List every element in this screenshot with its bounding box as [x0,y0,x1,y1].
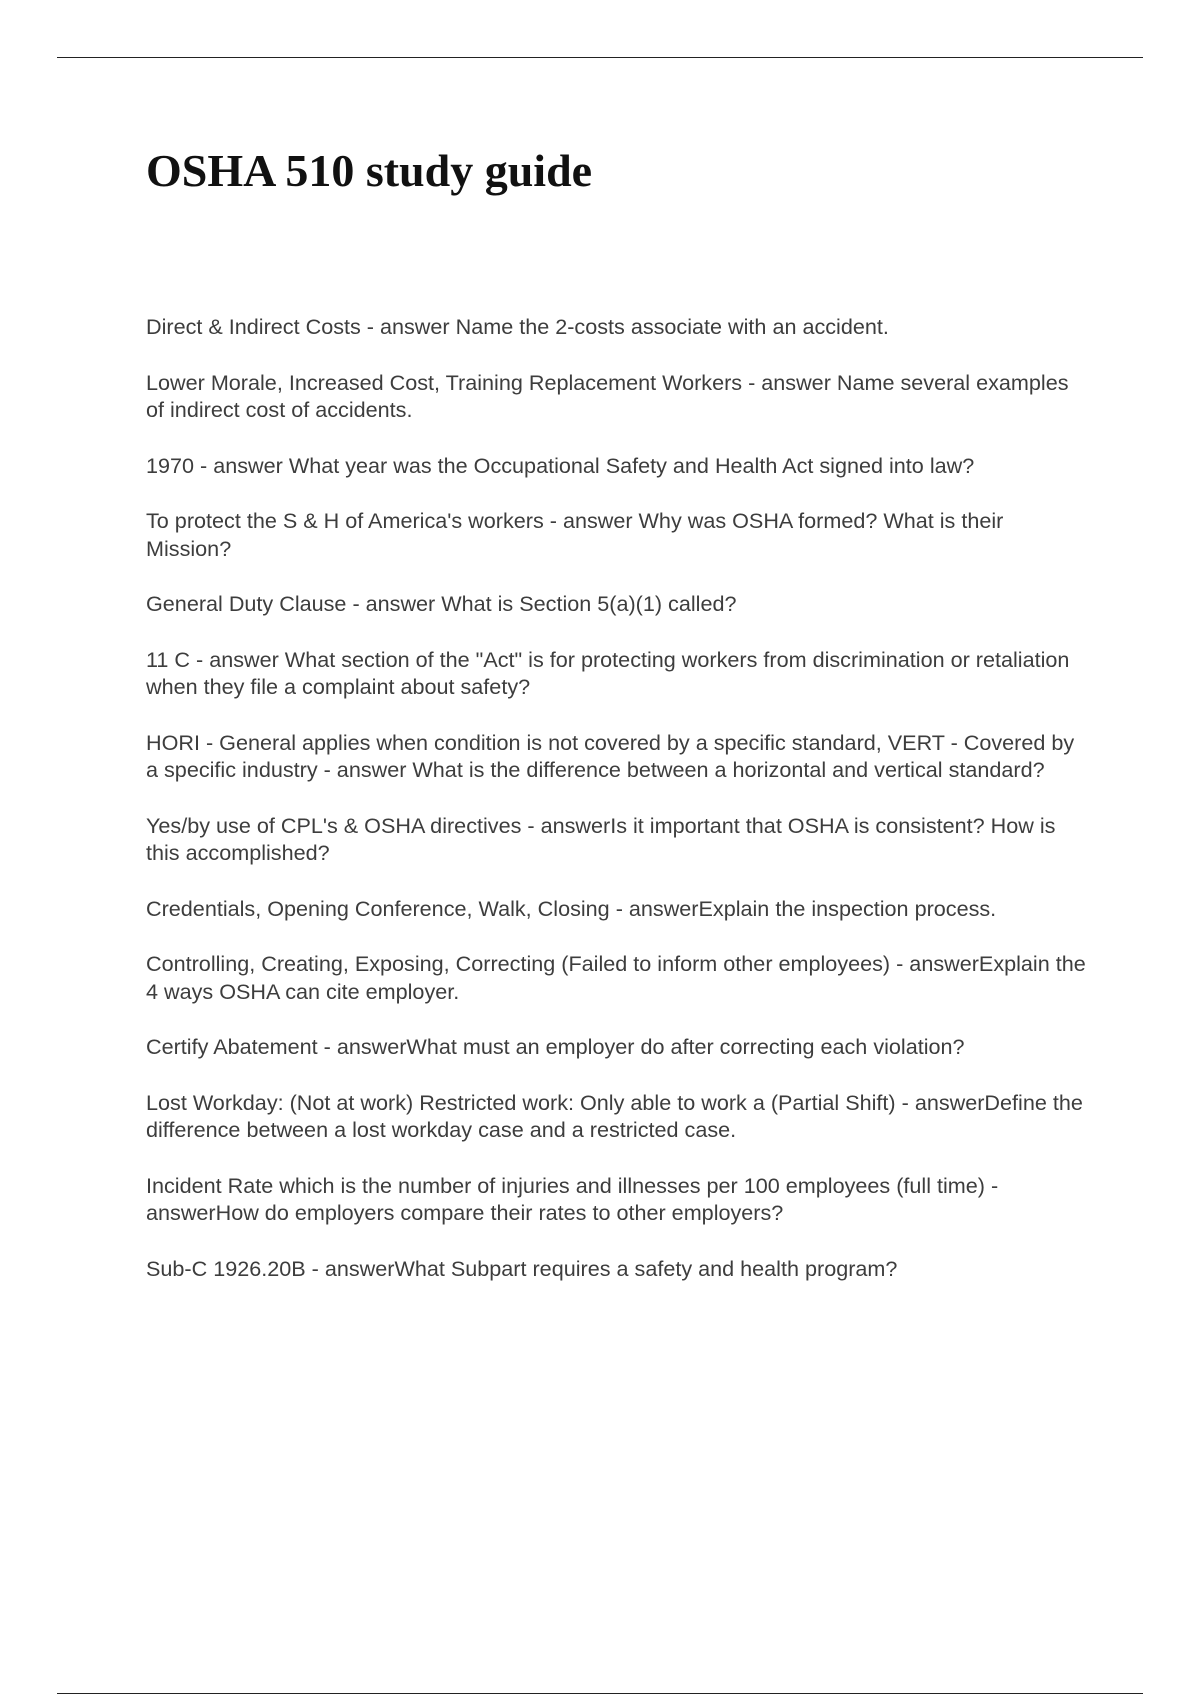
qa-item: Controlling, Creating, Exposing, Correcting (Failed to inform other employees) - answerExplain the 4 ways OSHA can cite employer. [146,951,1086,1004]
qa-list [146,313,1091,1310]
qa-item: General Duty Clause - answer What is Section 5(a)(1) called? [146,591,737,616]
qa-item: Incident Rate which is the number of injuries and illnesses per 100 employees (full time) - answerHow do employers compare their rates to other employers? [146,1172,999,1225]
qa-item: Yes/by use of CPL's & OSHA directives - answerIs it important that OSHA is consistent? How is this accomplished? [146,812,1056,865]
qa-item: Direct & Indirect Costs - answer Name the 2-costs associate with an accident. [146,314,889,339]
qa-item: 1970 - answer What year was the Occupational Safety and Health Act signed into law? [146,452,975,478]
qa-item: Credentials, Opening Conference, Walk, Closing - answerExplain the inspection process. [146,895,997,921]
qa-item: 11 C - answer What section of the "Act" is for protecting workers from discrimination or retaliation when they file a complaint about safety? [146,646,1070,699]
qa-item: Lost Workday: (Not at work) Restricted work: Only able to work a (Partial Shift) - answerDefine the difference between a lost workday case and a restricted case. [146,1089,1083,1142]
qa-item: To protect the S & H of America's workers - answer Why was OSHA formed? What is their Mission? [146,508,1004,561]
page-title: OSHA 510 study guide [146,145,593,196]
qa-item: Lower Morale, Increased Cost, Training Replacement Workers - answer Name several examples of indirect cost of accidents. [146,369,1069,422]
qa-item: Certify Abatement - answerWhat must an employer do after correcting each violation? [146,1034,965,1059]
qa-item: HORI - General applies when condition is not covered by a specific standard, VERT - Covered by a specific industry - answer What is the difference between a horizontal and vertical standard? [146,729,1075,782]
header-rule [57,57,1143,58]
qa-item: Sub-C 1926.20B - answerWhat Subpart requires a safety and health program? [146,1255,898,1281]
footer-rule [57,1693,1143,1694]
